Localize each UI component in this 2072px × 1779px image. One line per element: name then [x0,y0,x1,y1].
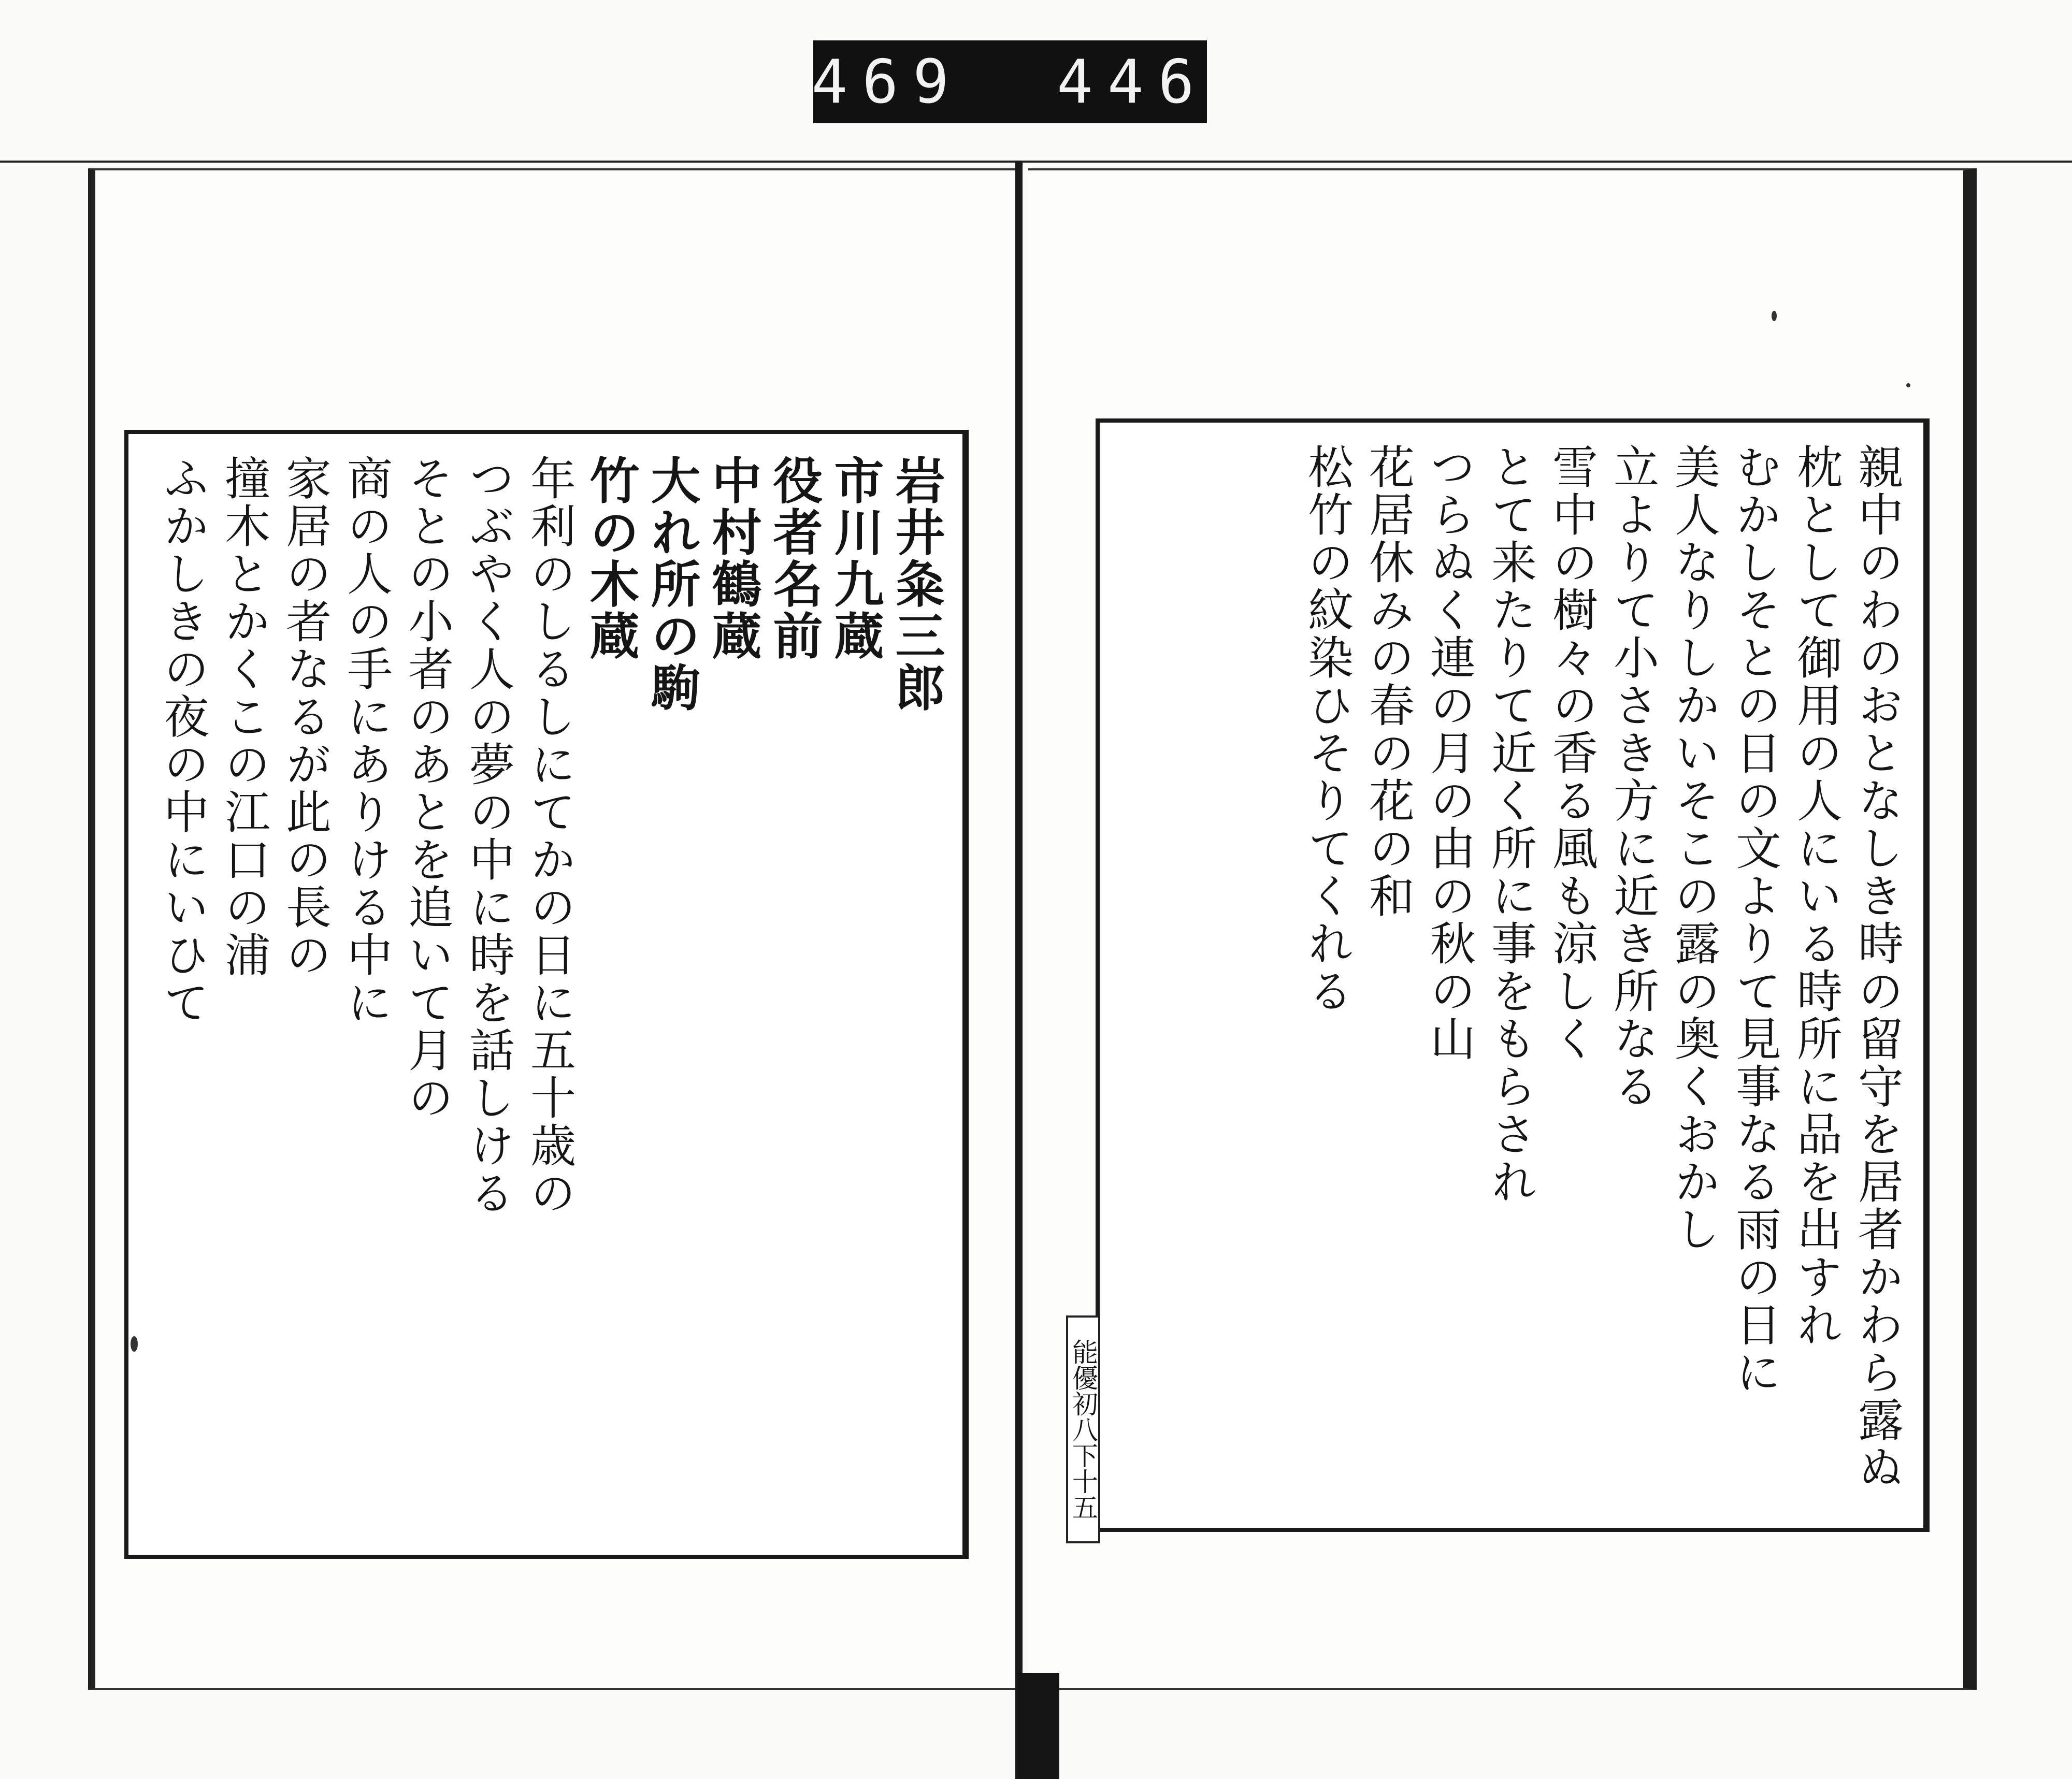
scan-speck [1906,383,1910,387]
text-column: 立よりて小さき方に近き所なる [1606,443,1660,1110]
right-text-columns [1115,443,1908,1507]
text-column: とて来たりて近く所に事をもらされ [1484,443,1537,1206]
text-column: つぶやく人の夢の中に時を話しける [462,455,515,1217]
cast-line: 市川九蔵 [826,455,885,662]
cast-line: 岩井粂三郎 [887,455,946,714]
text-column: 親中のわのおとなしき時の留守を居者かわら露ぬ [1851,443,1904,1492]
text-column: 商の人の手にありける中に [340,455,393,1026]
text-column: むかしそとの日の文よりて見事なる雨の日に [1729,443,1782,1396]
gutter-shadow [1018,1673,1059,1779]
text-column: 松竹の紋染ひそりてくれる [1301,443,1354,1015]
folio-label: 能優初八下十五 [1066,1315,1100,1543]
right-page-number: 446 [1057,47,1209,117]
text-column: 枕として御用の人にいる時所に品を出すれ [1790,443,1843,1349]
cast-line: 大れ所の駒 [643,455,701,714]
text-column: そとの小者のあとを追いて月の [401,455,454,1122]
left-page-number: 469 [811,47,963,117]
text-column: 撞木とかくこの江口の浦 [218,455,271,979]
text-column: 家居の者なるが此の長の [279,455,332,979]
left-text-frame [124,430,969,1559]
page-number-label [813,40,1207,123]
scan-speck [131,1336,138,1352]
text-column: ふかしきの夜の中にいひて [156,455,210,1026]
cast-line: 役者名前 [765,455,824,662]
text-column: 美人なりしかいそこの露の奥くおかし [1667,443,1721,1253]
text-column: つらぬく連の月の由の秋の山 [1423,443,1476,1063]
text-column: 雪中の樹々の香る風も涼しく [1545,443,1599,1063]
scan-top-edge [0,161,2072,163]
left-text-columns [144,455,947,1534]
scan-speck [1772,311,1777,321]
right-text-frame [1096,418,1930,1532]
text-column: 花居休みの春の花の和 [1362,443,1415,920]
cast-line: 竹の木蔵 [582,455,640,662]
text-column: 年利のしるしにてかの日に五十歳の [523,455,577,1217]
cast-line: 中村鶴蔵 [704,455,762,662]
book-gutter [1015,161,1023,1779]
